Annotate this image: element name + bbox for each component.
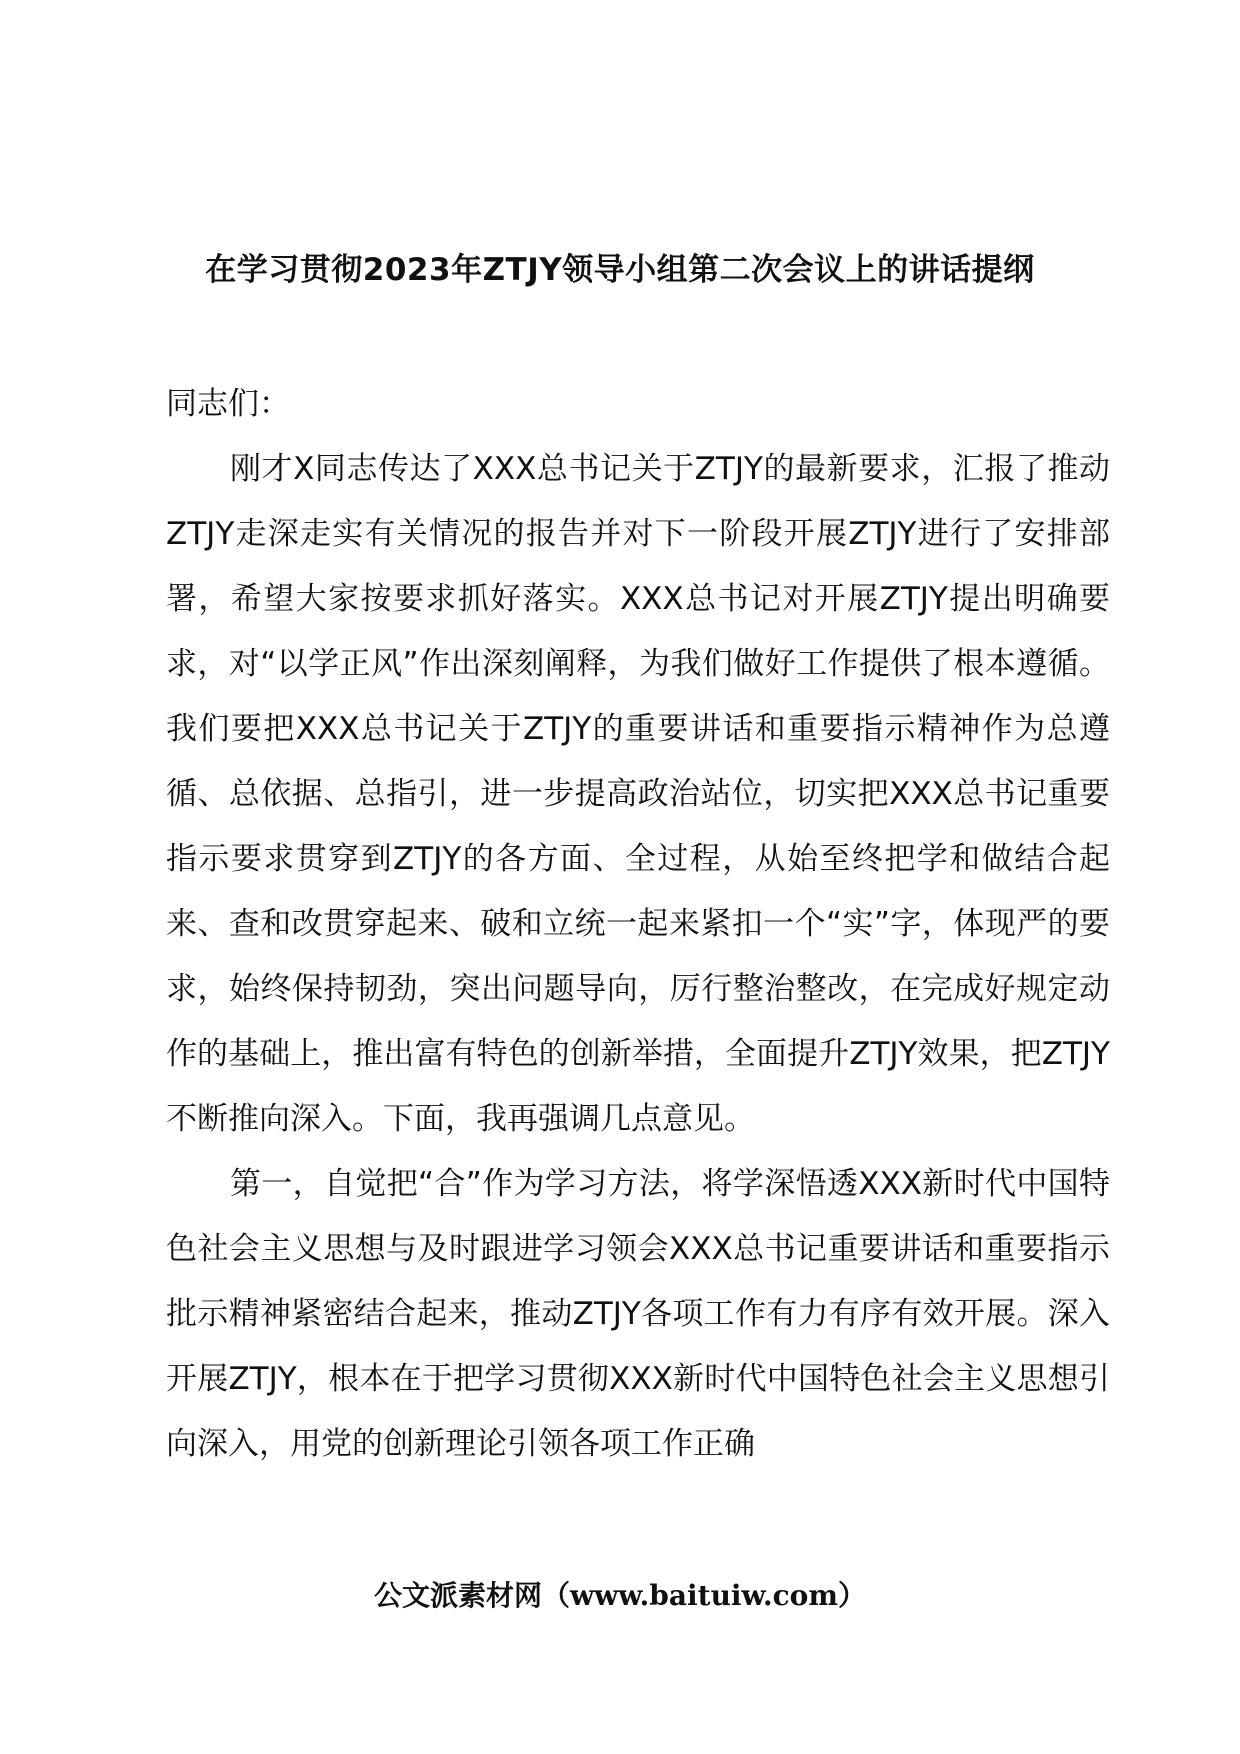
paragraph-1: 刚才X同志传达了XXX总书记关于ZTJY的最新要求，汇报了推动ZTJY走深走实有关情况的报告并对下一阶段开展ZTJY进行了安排部署，希望大家按要求抓好落实。XXX总书记对开展ZTJY提出明确要求，对“以学正风”作出深刻阐释，为我们做好工作提供了根本遵循。我们要把XXX总书记关于ZTJY的重要讲话和重要指示精神作为总遵循、总依据、总指引，进一步提高政治站位，切实把XXX总书记重要指示要求贯穿到ZTJY的各方面、全过程，从始至终把学和做结合起来、查和改贯穿起来、破和立统一起来紧扣一个“实”字，体现严的要求，始终保持韧劲，突出问题导向，厉行整治整改，在完成好规定动作的基础上，推出富有特色的创新举措，全面提升ZTJY效果，把ZTJY不断推向深入。下面，我再强调几点意见。 <box>166 451 1110 1137</box>
paragraph-2: 第一，自觉把“合”作为学习方法，将学深悟透XXX新时代中国特色社会主义思想与及时跟进学习领会XXX总书记重要讲话和重要指示批示精神紧密结合起来，推动ZTJY各项工作有力有序有效开展。深入开展ZTJY，根本在于把学习贯彻XXX新时代中国特色社会主义思想引向深入，用党的创新理论引领各项工作正确 <box>166 1166 1110 1462</box>
salutation: 同志们： <box>166 386 290 422</box>
document-body <box>166 372 1110 1477</box>
footer-watermark: 公文派素材网（www.baituiw.com） <box>374 1579 866 1612</box>
document-title: 在学习贯彻2023年ZTJY领导小组第二次会议上的讲话提纲 <box>205 252 1035 288</box>
